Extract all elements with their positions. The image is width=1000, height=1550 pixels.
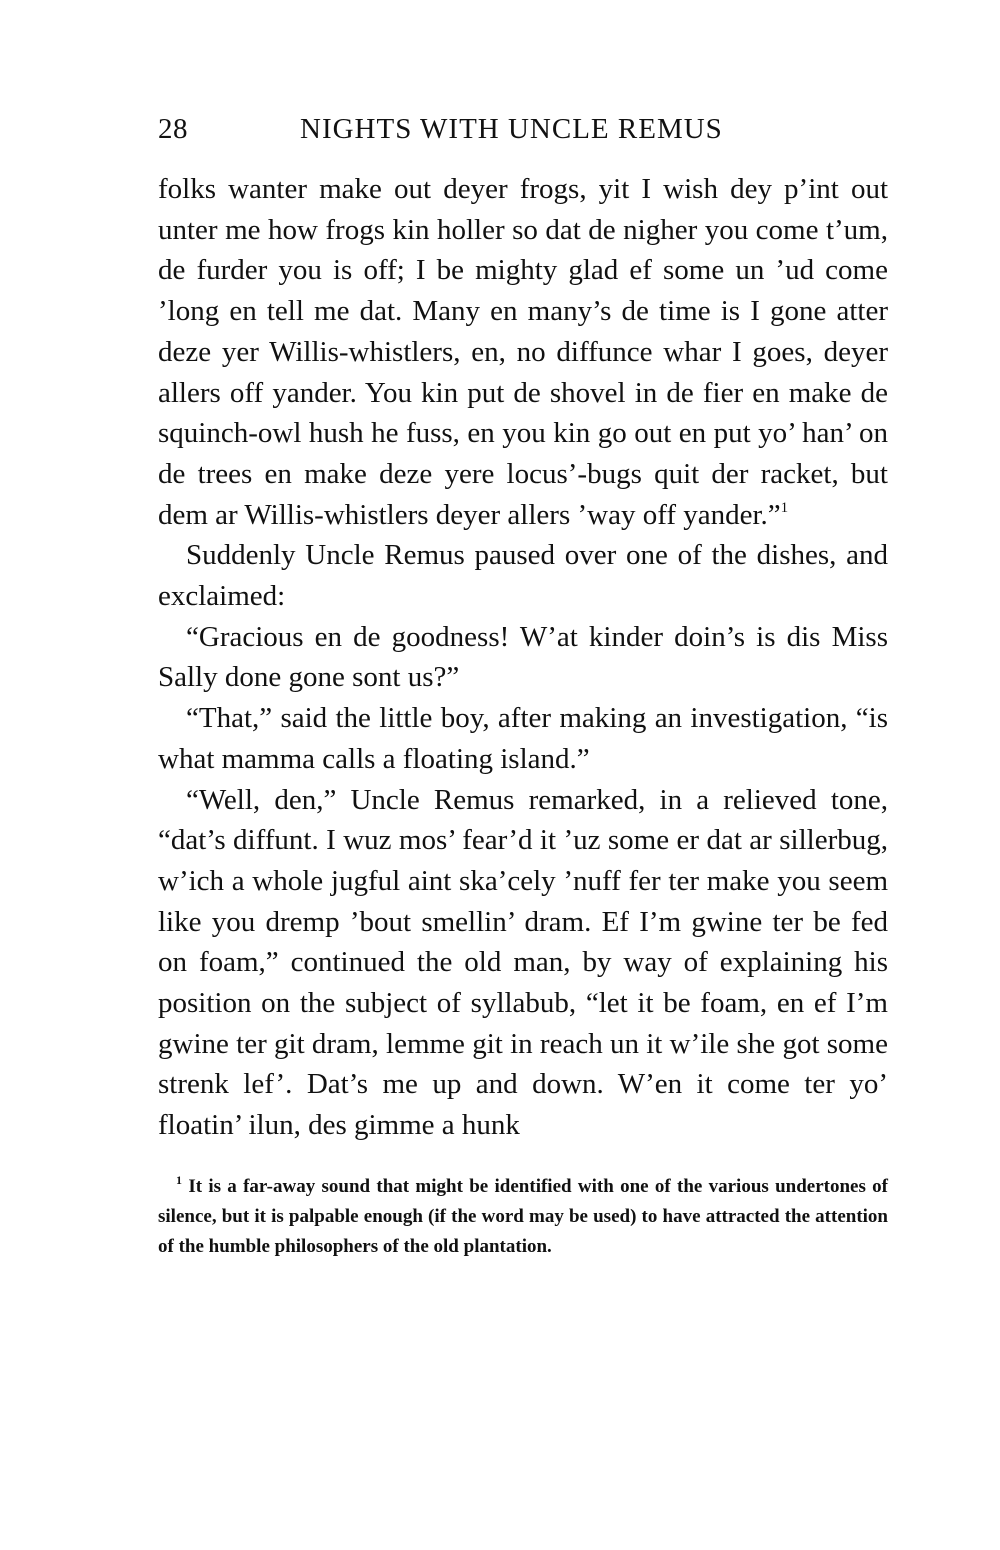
page-number: 28 xyxy=(158,113,188,145)
paragraph: “Gracious en de goodness! W’at kinder doin’s is dis Miss Sally done gone sont us?” xyxy=(158,620,888,694)
paragraph xyxy=(158,169,888,535)
running-title: NIGHTS WITH UNCLE REMUS xyxy=(300,113,723,145)
paragraph: “That,” said the little boy, after making an investigation, “is what mamma calls a floating island.” xyxy=(158,702,888,775)
book-page xyxy=(158,113,888,1263)
paragraph-text: folks wanter make out deyer frogs, yit I wish dey p’int out unter me how frogs kin holler so dat de nigher you come t’um, de furder you is off; I be mighty glad ef some un ’ud come ’long en tell me dat. Many en many’s de time is I gone atter deze yer Willis-whistlers, en, no diffunce whar I goes, deyer allers off yander. You kin put de shovel in de fier en make de squinch-owl hush he fuss, en you kin go out en put yo’ han’ on de trees en make deze yere locus’-bugs quit der racket, but dem ar Willis-whistlers deyer allers ’way off yander.” xyxy=(158,173,888,531)
footnote xyxy=(158,1172,888,1263)
paragraph: Suddenly Uncle Remus paused over one of the dishes, and exclaimed: xyxy=(158,539,888,613)
footnote-reference: 1 xyxy=(780,499,789,516)
running-head xyxy=(158,113,888,153)
paragraph: “Well, den,” Uncle Remus remarked, in a relieved tone, “dat’s diffunt. I wuz mos’ fear’d it ’uz some er dat ar sillerbug, w’ich a whole jugful aint ska’cely ’nuff fer ter make you seem like you dremp ’bout smellin’ dram. Ef I’m gwine ter be fed on foam,” continued the old man, by way of explaining his position on the subject of syllabub, “let it be foam, en ef I’m gwine ter git dram, lemme git in reach un it w’ile she got some strenk lef’. Dat’s me up and down. W’en it come ter yo’ floatin’ ilun, des gimme a hunk xyxy=(158,783,888,1142)
body-text xyxy=(158,169,888,1146)
footnote-text: It is a far-away sound that might be identified with one of the various undertones of silence, but it is palpable enough (if the word may be used) to have attracted the attention of the humble philosophers of the old plantation. xyxy=(158,1175,889,1258)
footnote-marker: 1 xyxy=(176,1172,182,1187)
